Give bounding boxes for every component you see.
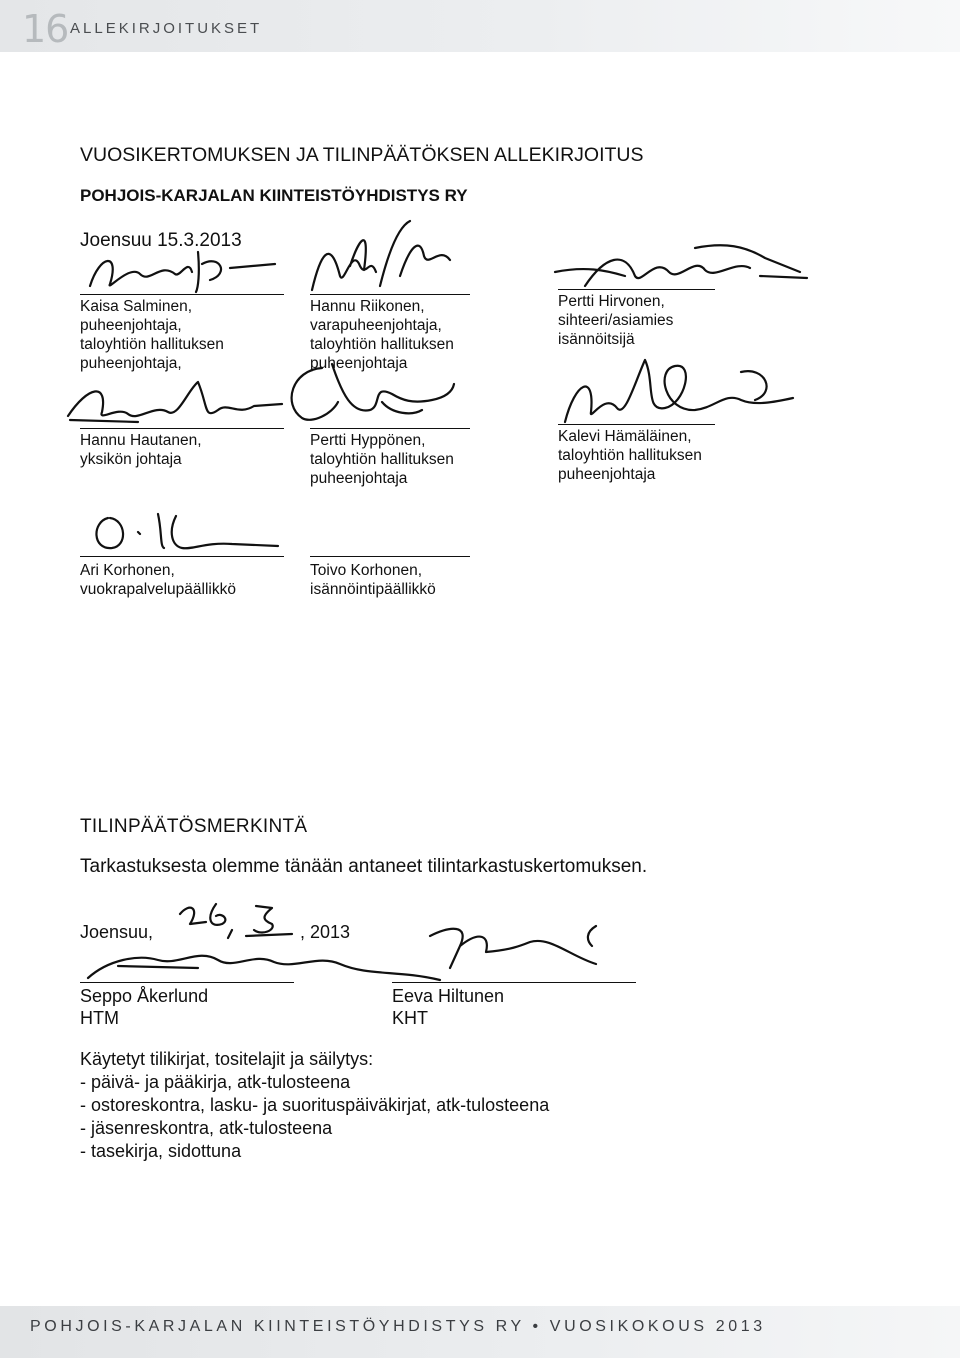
place-date: Joensuu 15.3.2013 <box>80 230 242 251</box>
audit-heading: TILINPÄÄTÖSMERKINTÄ <box>80 816 308 837</box>
signature-pertti-hypponen <box>282 354 462 430</box>
auditor-name: Eeva Hiltunen <box>392 986 505 1006</box>
organization-name: POHJOIS-KARJALAN KIINTEISTÖYHDISTYS RY <box>80 186 468 205</box>
signature-kalevi-hamalainen <box>545 352 800 428</box>
signer-block-7 <box>80 561 236 599</box>
signer-block-1 <box>80 297 224 373</box>
signature-line-5 <box>310 428 470 429</box>
signature-line-auditor-2 <box>392 982 636 983</box>
signer-role: isännöintipäällikkö <box>310 581 436 598</box>
records-item: - jäsenreskontra, atk-tulosteena <box>80 1118 333 1138</box>
signature-eeva-hiltunen <box>420 916 610 976</box>
records-list <box>80 1048 549 1163</box>
signer-block-3 <box>558 292 673 349</box>
footer-text: POHJOIS-KARJALAN KIINTEISTÖYHDISTYS RY • VUOSIKOKOUS 2013 <box>30 1318 766 1335</box>
signer-block-6 <box>558 427 702 484</box>
signer-name: Ari Korhonen, <box>80 562 175 579</box>
signer-name: Hannu Hautanen, <box>80 432 202 449</box>
signer-block-5 <box>310 431 454 488</box>
records-item: - tasekirja, sidottuna <box>80 1141 242 1161</box>
signer-role: puheenjohtaja, <box>80 355 182 372</box>
signer-name: Pertti Hirvonen, <box>558 293 665 310</box>
records-heading: Käytetyt tilikirjat, tositelajit ja säilytys: <box>80 1049 374 1069</box>
signer-name: Kaisa Salminen, <box>80 298 193 315</box>
page-number: 16 <box>22 7 69 51</box>
signer-role: puheenjohtaja <box>558 466 656 483</box>
signer-role: sihteeri/asiamies <box>558 312 674 329</box>
signature-line-8 <box>310 556 470 557</box>
signature-kaisa-salminen <box>80 244 280 296</box>
records-item: - ostoreskontra, lasku- ja suorituspäiväkirjat, atk-tulosteena <box>80 1095 550 1115</box>
signer-role: taloyhtiön hallituksen <box>558 447 702 464</box>
signature-hannu-riikonen <box>300 216 470 296</box>
auditor-block-2 <box>392 985 504 1029</box>
signature-line-3 <box>558 289 715 290</box>
auditor-block-1 <box>80 985 208 1029</box>
signer-role: taloyhtiön hallituksen <box>310 451 454 468</box>
audit-year: , 2013 <box>300 922 351 942</box>
signature-line-6 <box>558 424 715 425</box>
signature-line-2 <box>310 294 470 295</box>
signer-role: puheenjohtaja, <box>80 317 182 334</box>
audit-place: Joensuu, <box>80 922 154 942</box>
signer-name: Hannu Riikonen, <box>310 298 425 315</box>
signer-block-8 <box>310 561 436 599</box>
signer-role: taloyhtiön hallituksen <box>80 336 224 353</box>
signer-role: varapuheenjohtaja, <box>310 317 442 334</box>
auditor-title: HTM <box>80 1008 119 1028</box>
signature-hannu-hautanen <box>58 376 288 432</box>
signer-role: puheenjohtaja <box>310 470 408 487</box>
signer-role: vuokrapalvelupäällikkö <box>80 581 236 598</box>
records-item: - päivä- ja pääkirja, atk-tulosteena <box>80 1072 351 1092</box>
signer-role: isännöitsijä <box>558 331 635 348</box>
document-title: VUOSIKERTOMUKSEN JA TILINPÄÄTÖKSEN ALLEKIRJOITUS <box>80 144 644 166</box>
section-title: ALLEKIRJOITUKSET <box>70 20 263 37</box>
signer-name: Pertti Hyppönen, <box>310 432 426 449</box>
signer-role: yksikön johtaja <box>80 451 182 468</box>
signature-line-4 <box>80 428 284 429</box>
audit-statement: Tarkastuksesta olemme tänään antaneet tilintarkastuskertomuksen. <box>80 856 648 877</box>
signer-role: taloyhtiön hallituksen <box>310 336 454 353</box>
signer-name: Toivo Korhonen, <box>310 562 423 579</box>
signature-ari-korhonen <box>82 502 282 556</box>
signer-role: puheenjohtaja <box>310 355 408 372</box>
signer-name: Kalevi Hämäläinen, <box>558 428 692 445</box>
signature-seppo-akerlund <box>78 940 448 984</box>
signature-line-7 <box>80 556 284 557</box>
signature-line-1 <box>80 294 284 295</box>
auditor-title: KHT <box>392 1008 428 1028</box>
handwritten-date <box>166 898 296 946</box>
auditor-name: Seppo Åkerlund <box>80 986 209 1006</box>
signature-line-auditor-1 <box>80 982 294 983</box>
signer-block-4 <box>80 431 202 469</box>
signature-pertti-hirvonen <box>545 236 815 296</box>
